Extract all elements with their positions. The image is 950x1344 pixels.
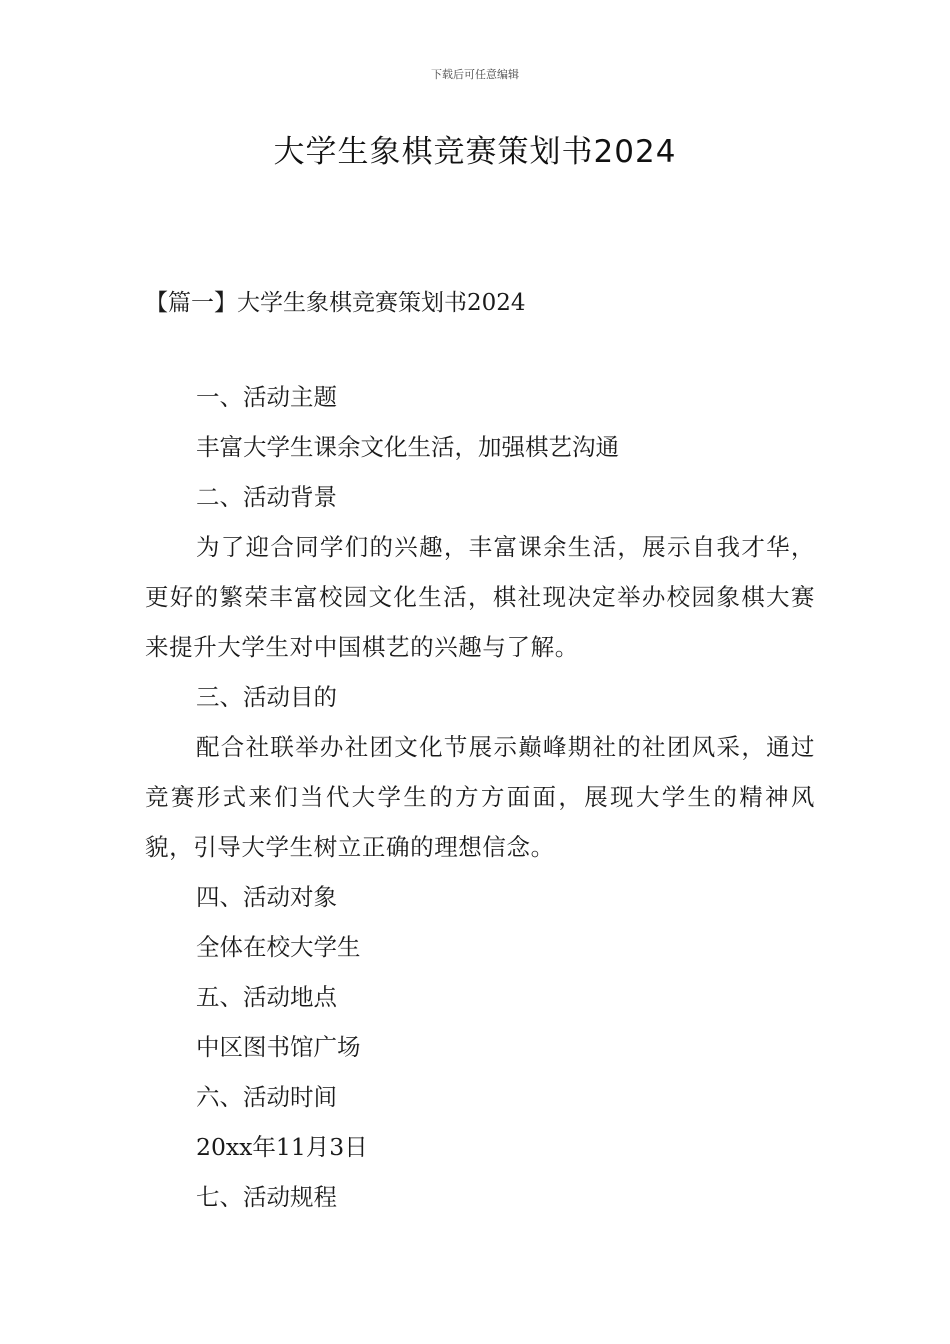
heading-audience: 四、活动对象: [196, 883, 337, 911]
header-note: 下载后可任意编辑: [431, 68, 519, 81]
paragraph-location: 中区图书馆广场: [196, 1033, 361, 1061]
heading-purpose: 三、活动目的: [196, 683, 337, 711]
heading-time: 六、活动时间: [196, 1083, 337, 1111]
heading-rules: 七、活动规程: [196, 1183, 337, 1211]
section-title: 【篇一】大学生象棋竞赛策划书2024: [145, 290, 526, 316]
heading-theme: 一、活动主题: [196, 383, 337, 411]
document-title: 大学生象棋竞赛策划书2024: [273, 134, 677, 170]
paragraph-background: 为了迎合同学们的兴趣，丰富课余生活，展示自我才华，更好的繁荣丰富校园文化生活，棋社现决定举办校园象棋大赛来提升大学生对中国棋艺的兴趣与了解。: [145, 533, 815, 661]
heading-location: 五、活动地点: [196, 983, 337, 1011]
document-body: [145, 372, 815, 1222]
paragraph-theme: 丰富大学生课余文化生活，加强棋艺沟通: [196, 433, 619, 461]
paragraph-purpose: 配合社联举办社团文化节展示巅峰期社的社团风采，通过竞赛形式来们当代大学生的方方面面，展现大学生的精神风貌，引导大学生树立正确的理想信念。: [145, 733, 815, 861]
heading-background: 二、活动背景: [196, 483, 337, 511]
paragraph-time: 20xx年11月3日: [196, 1133, 368, 1161]
paragraph-audience: 全体在校大学生: [196, 933, 361, 961]
